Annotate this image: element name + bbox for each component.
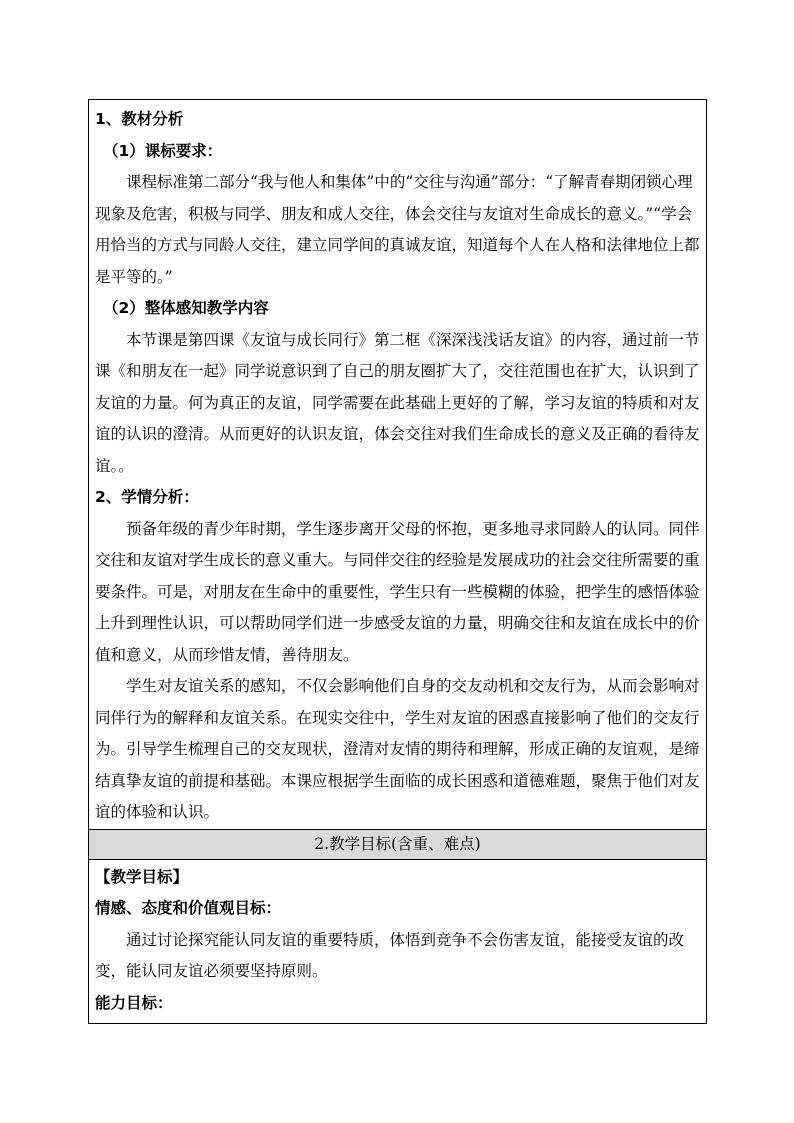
student-analysis-paragraph-1: 预备年级的青少年时期，学生逐步离开父母的怀抱，更多地寻求同龄人的认同。同伴交往和友谊对学生成长的意义重大。与同伴交往的经验是发展成功的社会交往所需要的重要条件。可是，对朋友在生命中的重要性，学生只有一些模糊的体验，把学生的感悟体验上升到理性认识，可以帮助同学们进一步感受友谊的力量，明确交往和友谊在成长中的价值和意义，从而珍惜友情，善待朋友。: [95, 519, 700, 664]
teaching-content-heading: （2）整体感知教学内容: [103, 299, 269, 317]
curriculum-requirements-paragraph: 课程标准第二部分“我与他人和集体”中的“交往与沟通”部分：“了解青春期闭锁心理现象及危害，积极与同学、朋友和成人交往，体会交往与友谊对生命成长的意义。”“学会用恰当的方式与同龄人交往，建立同学间的真诚友谊，知道每个人在人格和法律地位上都是平等的。”: [95, 173, 700, 286]
student-analysis-heading: 2、学情分析：: [95, 488, 199, 506]
textbook-analysis-heading: 1、教材分析: [95, 110, 184, 128]
curriculum-requirements-heading: （1）课标要求：: [103, 141, 223, 160]
teaching-goals-header-row: 2.教学目标(含重、难点): [89, 829, 706, 860]
ability-goals-heading: 能力目标：: [95, 993, 173, 1012]
lesson-plan-table: [88, 99, 707, 1024]
analysis-cell: [89, 100, 706, 829]
emotion-goals-paragraph: 通过讨论探究能认同友谊的重要特质，体悟到竞争不会伤害友谊，能接受友谊的改变，能认同友谊必须要坚持原则。: [95, 930, 685, 980]
student-analysis-paragraph-2: 学生对友谊关系的感知，不仅会影响他们自身的交友动机和交友行为，从而会影响对同伴行为的解释和友谊关系。在现实交往中，学生对友谊的困惑直接影响了他们的交友行为。引导学生梳理自己的交友现状，澄清对友情的期待和理解，形成正确的友谊观，是缔结真挚友谊的前提和基础。本课应根据学生面临的成长困惑和道德难题，聚焦于他们对友谊的体验和认识。: [95, 677, 700, 821]
teaching-content-paragraph: 本节课是第四课《友谊与成长同行》第二框《深深浅浅话友谊》的内容，通过前一节课《和朋友在一起》同学说意识到了自己的朋友圈扩大了，交往范围也在扩大，认识到了友谊的力量。何为真正的友谊，同学需要在此基础上更好的了解，学习友谊的特质和对友谊的认识的澄清。从而更好的认识友谊，体会交往对我们生命成长的意义及正确的看待友谊。。: [95, 330, 700, 475]
emotion-goals-heading: 情感、态度和价值观目标：: [95, 899, 282, 917]
teaching-goals-heading: 【教学目标】: [95, 867, 189, 886]
goals-cell: [89, 860, 706, 1024]
